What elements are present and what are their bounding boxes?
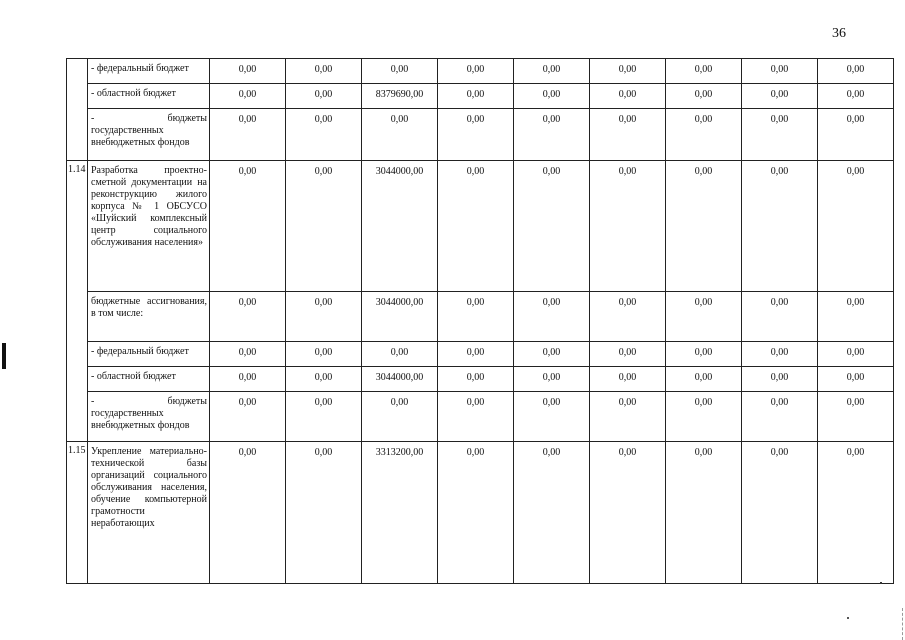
value-cell: 0,00 bbox=[286, 392, 362, 442]
value-cell: 0,00 bbox=[210, 442, 286, 584]
value-cell: 3044000,00 bbox=[362, 161, 438, 292]
value-cell: 0,00 bbox=[362, 392, 438, 442]
value-cell: 0,00 bbox=[818, 109, 894, 161]
value-cell: 0,00 bbox=[210, 59, 286, 84]
value-cell: 0,00 bbox=[210, 84, 286, 109]
value-cell: 0,00 bbox=[438, 367, 514, 392]
value-cell: 0,00 bbox=[362, 59, 438, 84]
value-cell: 0,00 bbox=[286, 109, 362, 161]
table-row bbox=[67, 367, 894, 392]
value-cell: 0,00 bbox=[286, 442, 362, 584]
value-cell: 0,00 bbox=[818, 59, 894, 84]
value-cell: 0,00 bbox=[590, 84, 666, 109]
value-cell: 0,00 bbox=[666, 109, 742, 161]
value-cell: 0,00 bbox=[514, 109, 590, 161]
value-cell: 0,00 bbox=[742, 59, 818, 84]
value-cell: 0,00 bbox=[666, 292, 742, 342]
row-description: Укрепление материально-технической базы организаций социального обслуживания населения, обучение компьютерной грамотности неработающих bbox=[88, 442, 210, 584]
value-cell: 3044000,00 bbox=[362, 367, 438, 392]
value-cell: 0,00 bbox=[438, 59, 514, 84]
page-number: 36 bbox=[832, 26, 846, 41]
table-row bbox=[67, 59, 894, 84]
value-cell: 0,00 bbox=[514, 161, 590, 292]
value-cell: 0,00 bbox=[514, 392, 590, 442]
value-cell: 0,00 bbox=[514, 367, 590, 392]
value-cell: 0,00 bbox=[666, 342, 742, 367]
value-cell: 0,00 bbox=[590, 342, 666, 367]
row-description: - областной бюджет bbox=[88, 84, 210, 109]
value-cell: 0,00 bbox=[438, 161, 514, 292]
value-cell: 0,00 bbox=[438, 442, 514, 584]
row-description: - федеральный бюджет bbox=[88, 59, 210, 84]
value-cell: 3044000,00 bbox=[362, 292, 438, 342]
value-cell: 0,00 bbox=[210, 109, 286, 161]
row-index-cell: 1.15 bbox=[67, 442, 88, 584]
budget-table bbox=[66, 58, 894, 584]
value-cell: 0,00 bbox=[210, 342, 286, 367]
table-row bbox=[67, 292, 894, 342]
value-cell: 0,00 bbox=[742, 367, 818, 392]
row-description: бюджетные ассигнования, в том числе: bbox=[88, 292, 210, 342]
table-row bbox=[67, 342, 894, 367]
row-description: - федеральный бюджет bbox=[88, 342, 210, 367]
value-cell: 0,00 bbox=[438, 292, 514, 342]
value-cell: 0,00 bbox=[590, 109, 666, 161]
value-cell: 0,00 bbox=[362, 109, 438, 161]
row-index-cell bbox=[67, 59, 88, 161]
value-cell: 0,00 bbox=[210, 161, 286, 292]
row-description: - бюджеты государственных внебюджетных фондов bbox=[88, 109, 210, 161]
row-index-cell: 1.14 bbox=[67, 161, 88, 442]
value-cell: 0,00 bbox=[438, 342, 514, 367]
scan-speck bbox=[880, 582, 882, 584]
value-cell: 0,00 bbox=[514, 342, 590, 367]
value-cell: 0,00 bbox=[438, 109, 514, 161]
row-description: - бюджеты государственных внебюджетных фондов bbox=[88, 392, 210, 442]
value-cell: 0,00 bbox=[514, 442, 590, 584]
table-row bbox=[67, 109, 894, 161]
value-cell: 0,00 bbox=[210, 392, 286, 442]
value-cell: 0,00 bbox=[666, 442, 742, 584]
table-row bbox=[67, 442, 894, 584]
value-cell: 0,00 bbox=[818, 292, 894, 342]
value-cell: 0,00 bbox=[742, 109, 818, 161]
value-cell: 0,00 bbox=[666, 392, 742, 442]
value-cell: 0,00 bbox=[514, 84, 590, 109]
value-cell: 0,00 bbox=[818, 342, 894, 367]
value-cell: 3313200,00 bbox=[362, 442, 438, 584]
value-cell: 0,00 bbox=[590, 392, 666, 442]
table-row bbox=[67, 392, 894, 442]
value-cell: 0,00 bbox=[742, 392, 818, 442]
value-cell: 0,00 bbox=[286, 367, 362, 392]
scan-speck bbox=[847, 617, 849, 619]
value-cell: 0,00 bbox=[210, 367, 286, 392]
value-cell: 0,00 bbox=[514, 59, 590, 84]
row-description: Разработка проектно-сметной документации на реконструкцию жилого корпуса № 1 ОБСУСО «Шуйский комплексный центр социального обслуживания населения» bbox=[88, 161, 210, 292]
value-cell: 0,00 bbox=[590, 367, 666, 392]
value-cell: 0,00 bbox=[818, 392, 894, 442]
value-cell: 0,00 bbox=[286, 161, 362, 292]
value-cell: 0,00 bbox=[286, 292, 362, 342]
value-cell: 0,00 bbox=[286, 342, 362, 367]
table-row bbox=[67, 84, 894, 109]
value-cell: 0,00 bbox=[590, 161, 666, 292]
value-cell: 0,00 bbox=[286, 59, 362, 84]
value-cell: 0,00 bbox=[514, 292, 590, 342]
value-cell: 0,00 bbox=[666, 161, 742, 292]
value-cell: 0,00 bbox=[742, 161, 818, 292]
value-cell: 0,00 bbox=[362, 342, 438, 367]
value-cell: 0,00 bbox=[438, 392, 514, 442]
value-cell: 0,00 bbox=[742, 342, 818, 367]
scan-mark bbox=[2, 343, 6, 369]
value-cell: 0,00 bbox=[438, 84, 514, 109]
value-cell: 0,00 bbox=[742, 442, 818, 584]
value-cell: 0,00 bbox=[590, 442, 666, 584]
scan-edge-line bbox=[902, 608, 904, 640]
value-cell: 8379690,00 bbox=[362, 84, 438, 109]
value-cell: 0,00 bbox=[818, 442, 894, 584]
value-cell: 0,00 bbox=[818, 84, 894, 109]
value-cell: 0,00 bbox=[666, 367, 742, 392]
table-row bbox=[67, 161, 894, 292]
value-cell: 0,00 bbox=[210, 292, 286, 342]
value-cell: 0,00 bbox=[666, 59, 742, 84]
value-cell: 0,00 bbox=[590, 59, 666, 84]
row-description: - областной бюджет bbox=[88, 367, 210, 392]
value-cell: 0,00 bbox=[818, 161, 894, 292]
value-cell: 0,00 bbox=[666, 84, 742, 109]
value-cell: 0,00 bbox=[818, 367, 894, 392]
value-cell: 0,00 bbox=[742, 84, 818, 109]
value-cell: 0,00 bbox=[742, 292, 818, 342]
value-cell: 0,00 bbox=[286, 84, 362, 109]
value-cell: 0,00 bbox=[590, 292, 666, 342]
